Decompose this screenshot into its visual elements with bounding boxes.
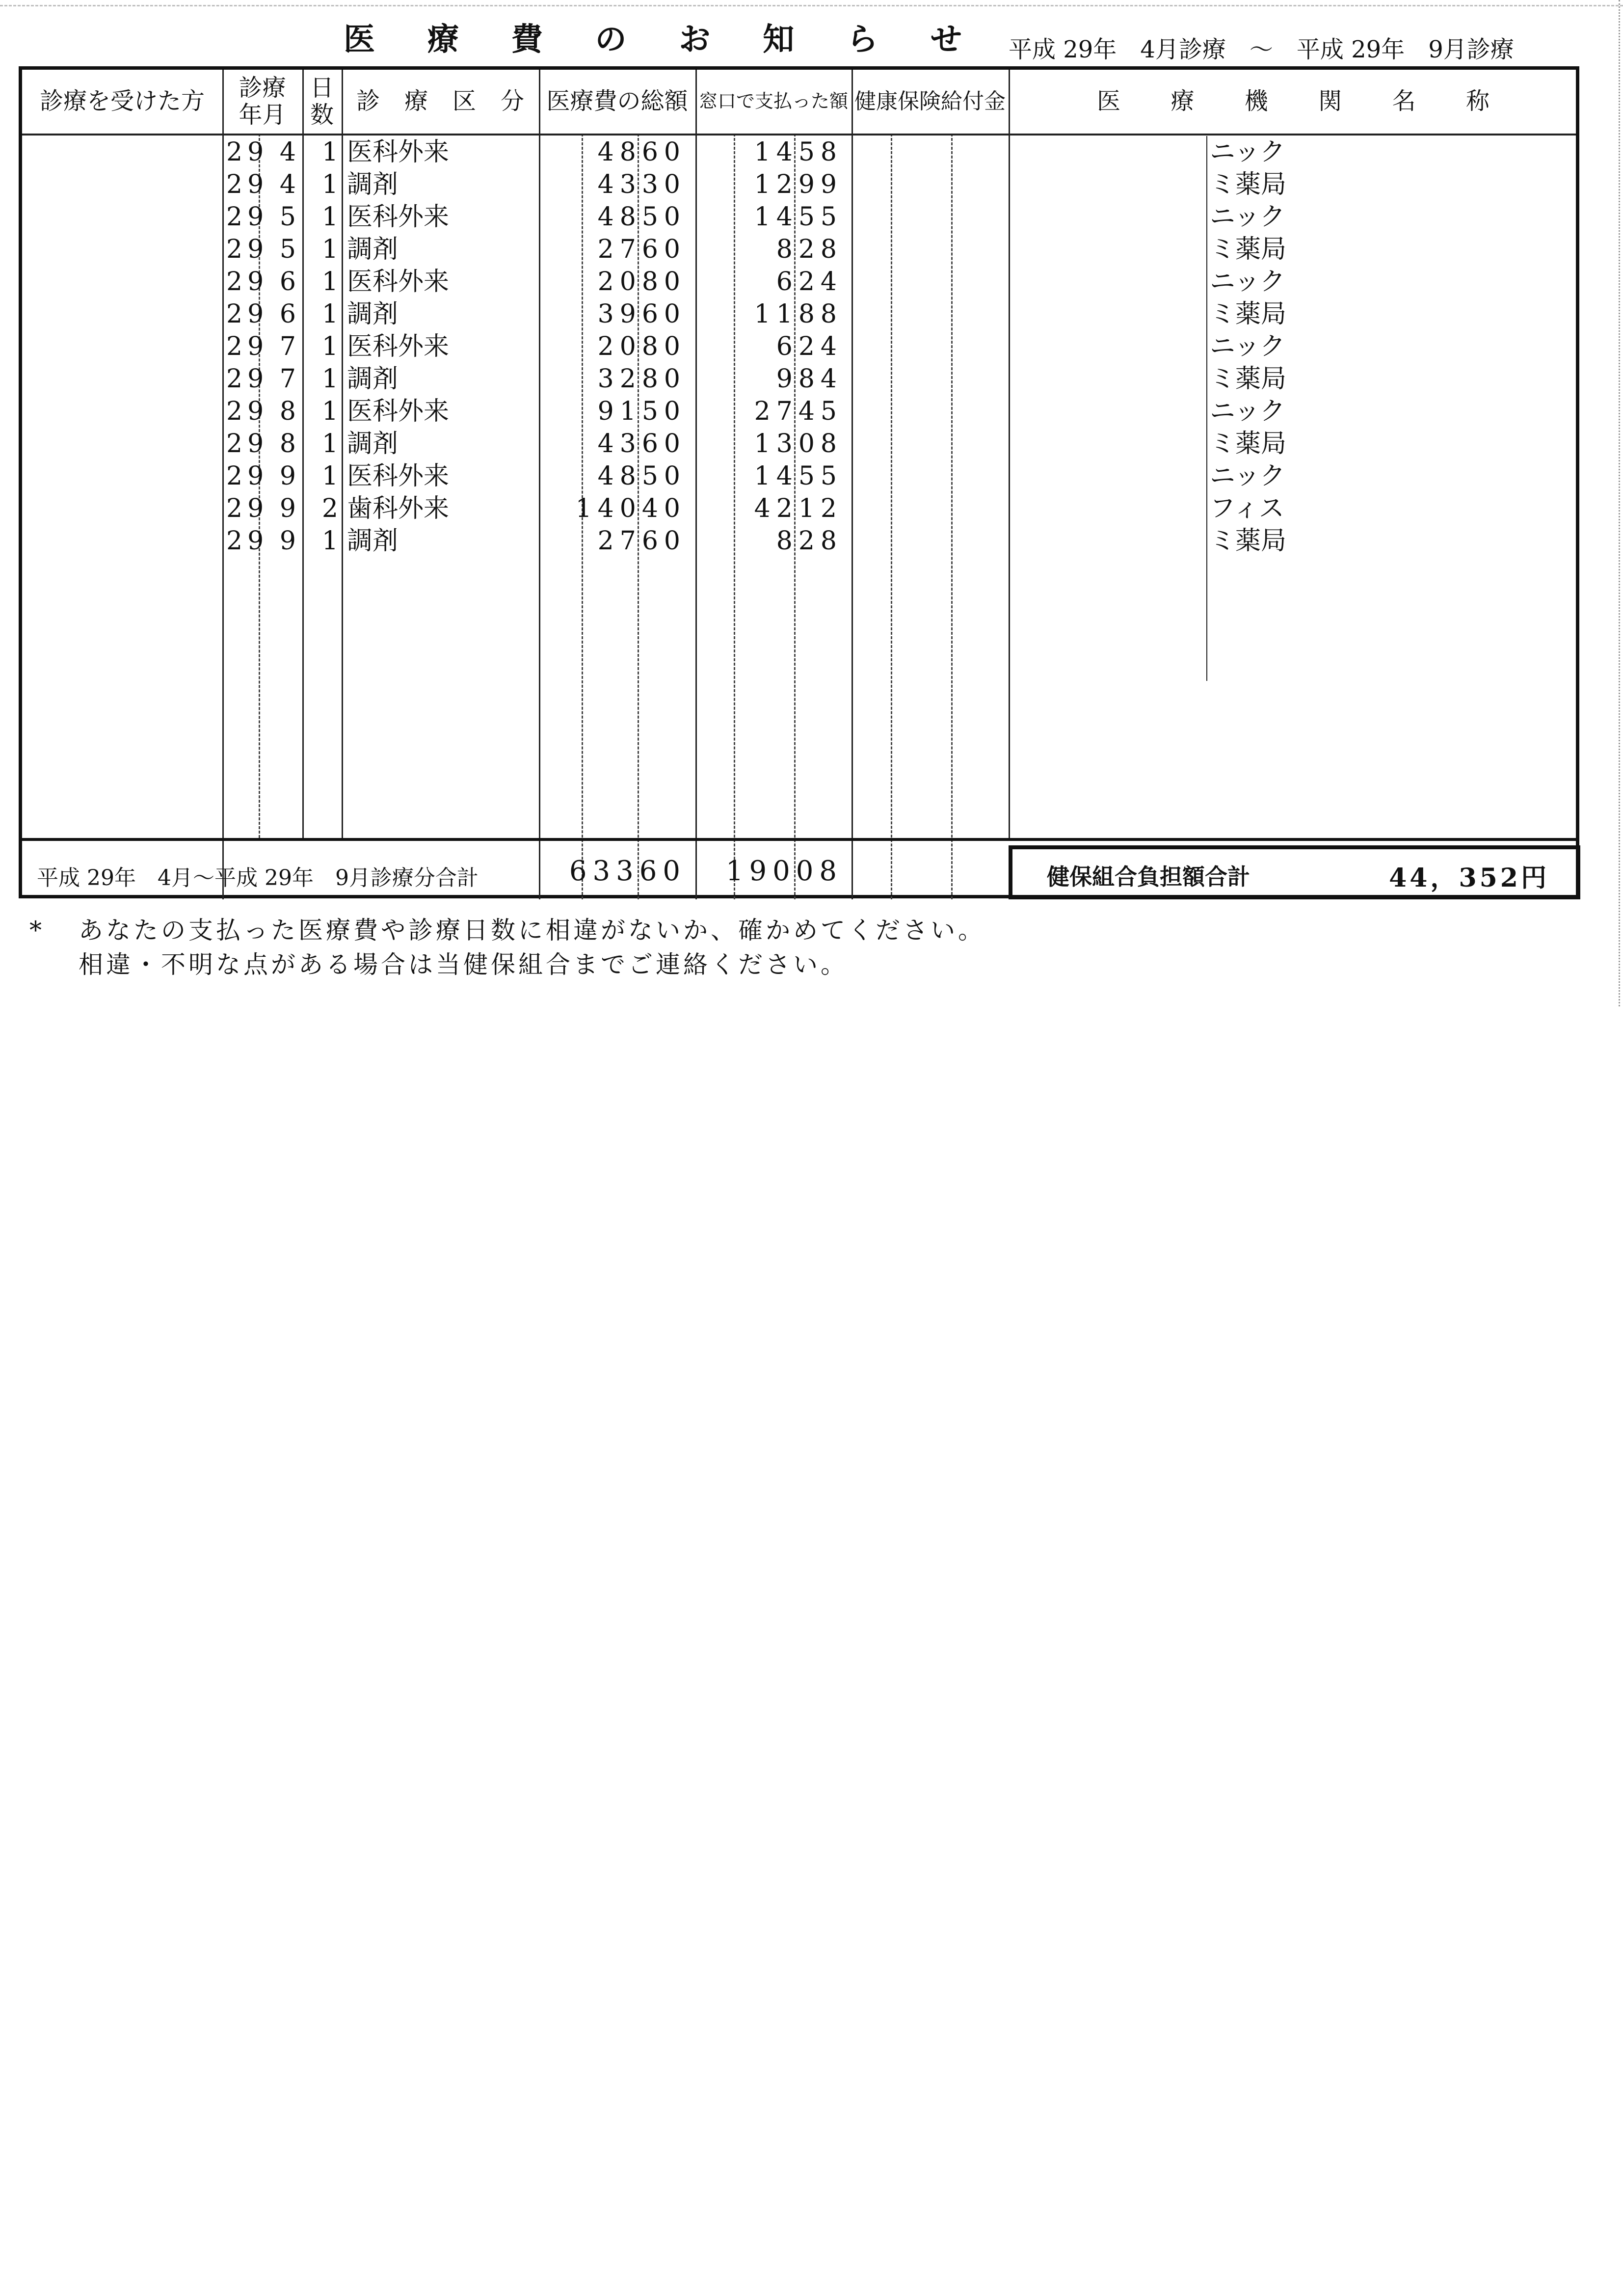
row-month: 4 (279, 137, 296, 167)
header-char: 分 (500, 87, 524, 115)
header-char: 診 (356, 87, 380, 115)
row-total-cost: 4850 (597, 461, 686, 491)
title-char: お (679, 21, 711, 58)
medical-expense-table (19, 66, 1579, 898)
row-month: 9 (279, 494, 296, 523)
title-char: 知 (763, 21, 795, 58)
row-category: 医科外来 (347, 461, 450, 491)
row-days: 1 (321, 137, 338, 167)
row-year: 29 (226, 170, 269, 199)
row-category: 調剤 (347, 235, 399, 264)
title-char: 費 (511, 21, 543, 58)
row-year: 29 (226, 429, 269, 459)
row-institution: ニック (1210, 332, 1285, 361)
row-category: 調剤 (347, 299, 399, 329)
row-total-cost: 2080 (597, 267, 686, 297)
row-month: 8 (279, 429, 296, 459)
row-total-cost: 2080 (597, 332, 686, 361)
union-total-value: 44，352円 (1389, 863, 1549, 893)
table-row (22, 136, 1578, 168)
title-char: 医 (344, 21, 375, 58)
header-paid-at-counter: 窓口で支払った額 (698, 90, 848, 112)
header-char: 名 (1392, 87, 1416, 115)
header-yearmonth-top: 診療 (239, 74, 286, 102)
row-year: 29 (226, 137, 269, 167)
table-row (22, 363, 1578, 395)
row-total-cost: 14040 (575, 494, 686, 523)
totals-paid-at-counter: 19008 (725, 855, 843, 887)
row-days: 1 (321, 202, 338, 232)
note-line-2: 相違・不明な点がある場合は当健保組合までご連絡ください。 (79, 950, 848, 979)
row-total-cost: 4330 (597, 170, 686, 199)
table-row (22, 428, 1578, 460)
row-month: 6 (279, 267, 296, 297)
row-year: 29 (226, 397, 269, 426)
header-yearmonth (222, 70, 302, 134)
header-char: 医 (1097, 87, 1121, 115)
row-paid-at-counter: 1299 (754, 170, 843, 199)
title-char: の (595, 21, 627, 58)
period-label: 平成 29年 4月診療 ～ 平成 29年 9月診療 (1009, 36, 1514, 63)
row-month: 7 (279, 364, 296, 394)
title-char: せ (930, 21, 962, 58)
row-institution: ミ薬局 (1210, 170, 1287, 199)
totals-label: 平成 29年 4月～平成 29年 9月診療分合計 (37, 865, 479, 891)
row-paid-at-counter: 4212 (754, 494, 843, 523)
row-year: 29 (226, 461, 269, 491)
header-separator (22, 134, 1576, 135)
row-institution: ミ薬局 (1210, 429, 1287, 459)
header-total-cost: 医療費の総額 (546, 87, 688, 115)
note-asterisk: * (29, 916, 45, 945)
row-month: 8 (279, 397, 296, 426)
row-days: 1 (321, 364, 338, 394)
row-total-cost: 4850 (597, 202, 686, 232)
row-month: 5 (279, 202, 296, 232)
header-days-top: 日 (310, 74, 334, 102)
row-year: 29 (226, 299, 269, 329)
row-year: 29 (226, 267, 269, 297)
row-institution: ニック (1210, 461, 1285, 491)
table-row (22, 330, 1578, 363)
row-days: 1 (321, 267, 338, 297)
row-category: 医科外来 (347, 267, 450, 297)
row-paid-at-counter: 828 (776, 526, 843, 556)
row-year: 29 (226, 202, 269, 232)
row-year: 29 (226, 494, 269, 523)
totals-total-cost: 63360 (569, 855, 686, 887)
row-category: 調剤 (347, 170, 399, 199)
row-paid-at-counter: 1455 (754, 202, 843, 232)
row-year: 29 (226, 364, 269, 394)
header-institution (1009, 70, 1578, 134)
row-year: 29 (226, 526, 269, 556)
row-month: 5 (279, 235, 296, 264)
row-month: 7 (279, 332, 296, 361)
title-char: ら (847, 21, 878, 58)
row-days: 1 (321, 429, 338, 459)
title-char: 療 (427, 21, 459, 58)
row-days: 1 (321, 235, 338, 264)
table-row (22, 233, 1578, 266)
row-institution: ミ薬局 (1210, 299, 1287, 329)
header-char: 区 (452, 87, 476, 115)
row-days: 1 (321, 461, 338, 491)
row-paid-at-counter: 1308 (754, 429, 843, 459)
table-row (22, 201, 1578, 233)
row-days: 2 (321, 494, 338, 523)
row-category: 医科外来 (347, 202, 450, 232)
header-category (342, 70, 539, 134)
row-institution: ニック (1210, 137, 1285, 167)
header-char: 関 (1318, 87, 1342, 115)
row-institution: ミ薬局 (1210, 526, 1287, 556)
table-row (22, 492, 1578, 525)
row-category: 調剤 (347, 429, 399, 459)
row-paid-at-counter: 2745 (754, 397, 843, 426)
header-insurance-benefit: 健康保険給付金 (854, 88, 1006, 114)
row-paid-at-counter: 624 (776, 267, 843, 297)
row-category: 調剤 (347, 364, 399, 394)
row-days: 1 (321, 170, 338, 199)
row-month: 4 (279, 170, 296, 199)
header-char: 機 (1244, 87, 1268, 115)
row-paid-at-counter: 1458 (754, 137, 843, 167)
header-patient: 診療を受けた方 (39, 87, 205, 115)
row-category: 医科外来 (347, 332, 450, 361)
table-row (22, 460, 1578, 492)
header-yearmonth-bottom: 年月 (239, 101, 286, 129)
row-total-cost: 2760 (597, 526, 686, 556)
totals-separator (22, 838, 1576, 841)
row-paid-at-counter: 984 (776, 364, 843, 394)
row-days: 1 (321, 397, 338, 426)
table-row (22, 395, 1578, 428)
header-days-bottom: 数 (310, 101, 334, 129)
row-institution: ミ薬局 (1210, 364, 1287, 394)
header-char: 称 (1465, 87, 1490, 115)
row-paid-at-counter: 1455 (754, 461, 843, 491)
row-total-cost: 4860 (597, 137, 686, 167)
row-category: 歯科外来 (347, 494, 450, 523)
row-total-cost: 3280 (597, 364, 686, 394)
row-days: 1 (321, 299, 338, 329)
row-category: 調剤 (347, 526, 399, 556)
row-institution: ニック (1210, 397, 1285, 426)
row-total-cost: 9150 (597, 397, 686, 426)
row-month: 9 (279, 461, 296, 491)
row-month: 6 (279, 299, 296, 329)
row-month: 9 (279, 526, 296, 556)
row-days: 1 (321, 526, 338, 556)
header-days (302, 70, 342, 134)
table-row (22, 298, 1578, 330)
row-total-cost: 2760 (597, 235, 686, 264)
table-row (22, 168, 1578, 201)
scan-border-right (1619, 0, 1623, 1006)
document-title (344, 15, 962, 59)
table-row (22, 525, 1578, 557)
header-char: 療 (1171, 87, 1195, 115)
row-paid-at-counter: 828 (776, 235, 843, 264)
row-institution: ニック (1210, 267, 1285, 297)
row-paid-at-counter: 1188 (754, 299, 843, 329)
scan-border-top (0, 5, 1623, 6)
note-line-1: あなたの支払った医療費や診療日数に相違がないか、確かめてください。 (79, 916, 985, 945)
row-institution: ニック (1210, 202, 1285, 232)
table-row (22, 266, 1578, 298)
row-total-cost: 4360 (597, 429, 686, 459)
row-institution: フィス (1210, 494, 1284, 523)
union-total-box (1009, 845, 1580, 899)
header-char: 療 (404, 87, 428, 115)
row-year: 29 (226, 332, 269, 361)
row-year: 29 (226, 235, 269, 264)
row-paid-at-counter: 624 (776, 332, 843, 361)
row-category: 医科外来 (347, 137, 450, 167)
row-category: 医科外来 (347, 397, 450, 426)
union-total-label: 健保組合負担額合計 (1047, 864, 1250, 890)
row-institution: ミ薬局 (1210, 235, 1287, 264)
row-days: 1 (321, 332, 338, 361)
row-total-cost: 3960 (597, 299, 686, 329)
